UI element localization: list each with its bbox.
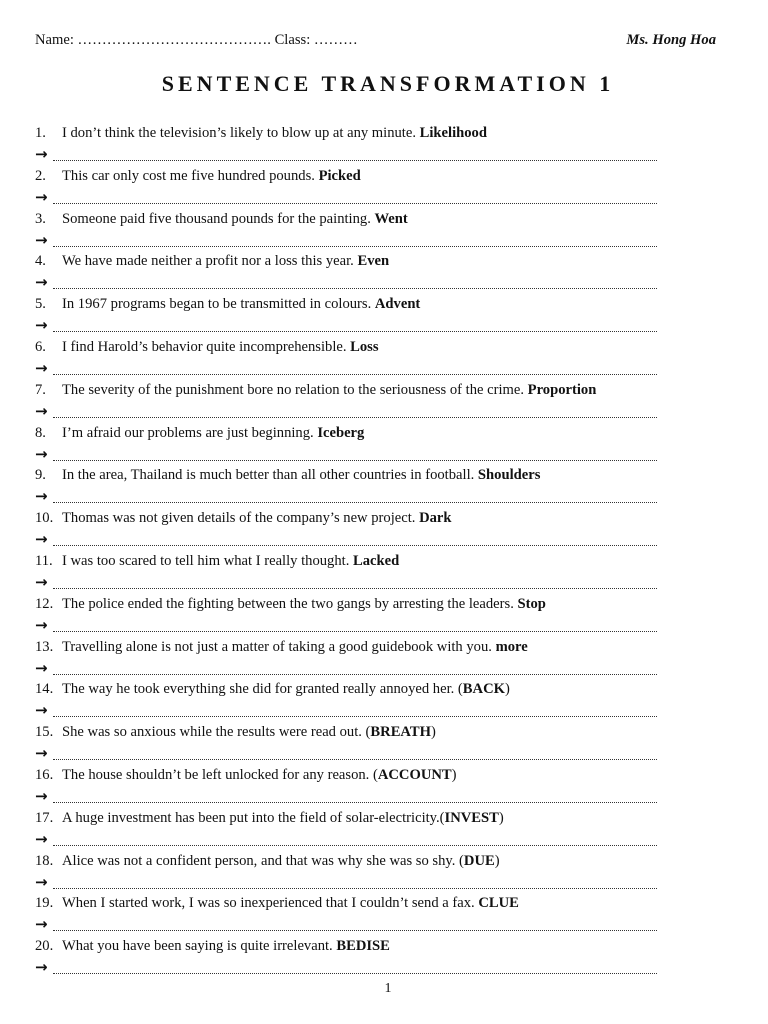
answer-row xyxy=(35,443,657,465)
question-text xyxy=(35,166,361,187)
keyword: Even xyxy=(357,253,390,270)
keyword: ACCOUNT xyxy=(377,766,452,783)
arrow-icon: → xyxy=(35,786,48,805)
question-sentence: This car only cost me five hundred pounds. xyxy=(62,167,319,184)
answer-line[interactable] xyxy=(53,203,657,204)
keyword: Shoulders xyxy=(477,467,541,484)
keyword: Proportion xyxy=(527,381,597,398)
answer-line[interactable] xyxy=(53,288,657,289)
question-sentence: Thomas was not given details of the company’s new project. xyxy=(62,510,420,527)
answer-line[interactable] xyxy=(53,930,657,931)
question-number: 7. xyxy=(35,381,46,398)
keyword: DUE xyxy=(463,852,495,869)
question-number: 16. xyxy=(35,766,54,783)
question-number: 19. xyxy=(35,895,54,912)
answer-row xyxy=(35,143,657,165)
question-sentence: In 1967 programs began to be transmitted in colours. xyxy=(62,296,375,313)
arrow-icon: → xyxy=(35,872,48,891)
exercise-item xyxy=(35,594,660,637)
question-text xyxy=(35,380,596,401)
answer-row xyxy=(35,271,657,293)
exercise-item xyxy=(35,765,660,808)
keyword: more xyxy=(495,638,528,655)
answer-row xyxy=(35,871,657,893)
answer-row xyxy=(35,956,657,978)
keyword: CLUE xyxy=(478,895,519,912)
exercise-item xyxy=(35,508,660,551)
question-number: 15. xyxy=(35,724,54,741)
arrow-icon: → xyxy=(35,530,48,549)
question-number: 18. xyxy=(35,852,54,869)
question-sentence: I’m afraid our problems are just beginning. xyxy=(62,424,318,441)
arrow-icon: → xyxy=(35,658,48,677)
exercise-item xyxy=(35,893,660,936)
question-number: 1. xyxy=(35,125,46,141)
answer-row xyxy=(35,913,657,935)
keyword: BREATH xyxy=(370,724,431,741)
keyword: Dark xyxy=(419,510,452,527)
exercise-item xyxy=(35,551,660,594)
question-sentence: The way he took everything she did for granted really annoyed her. ( xyxy=(62,681,463,698)
answer-row xyxy=(35,614,657,636)
keyword: Advent xyxy=(374,296,421,313)
exercise-item xyxy=(35,423,660,466)
question-sentence: When I started work, I was so inexperienced that I couldn’t send a fax. xyxy=(62,895,479,912)
question-text xyxy=(35,722,436,743)
question-number: 13. xyxy=(35,638,54,655)
teacher-name: Ms. Hong Hoa xyxy=(626,32,716,48)
answer-row xyxy=(35,186,657,208)
question-sentence: I find Harold’s behavior quite incomprehensible. xyxy=(62,338,351,355)
keyword: Stop xyxy=(517,595,546,612)
arrow-icon: → xyxy=(35,829,48,848)
arrow-icon: → xyxy=(35,958,48,977)
answer-row xyxy=(35,485,657,507)
question-number: 2. xyxy=(35,167,46,184)
question-sentence: Travelling alone is not just a matter of taking a good guidebook with you. xyxy=(62,638,496,655)
keyword: BEDISE xyxy=(336,938,390,955)
answer-line[interactable] xyxy=(53,417,657,418)
question-number: 11. xyxy=(35,552,53,569)
arrow-icon: → xyxy=(35,273,48,292)
exercise-item xyxy=(35,251,660,294)
keyword: Lacked xyxy=(353,552,400,569)
arrow-icon: → xyxy=(35,316,48,335)
answer-row xyxy=(35,657,657,679)
question-text xyxy=(35,465,540,486)
exercise-item xyxy=(35,851,660,894)
question-text xyxy=(35,337,379,358)
answer-line[interactable] xyxy=(53,631,657,632)
closing-paren: ) xyxy=(494,852,500,869)
answer-row xyxy=(35,400,657,422)
exercise-item xyxy=(35,380,660,423)
answer-row xyxy=(35,229,657,251)
keyword: Likelihood xyxy=(419,125,487,141)
answer-row xyxy=(35,742,657,764)
question-text xyxy=(35,423,364,444)
question-sentence: I don’t think the television’s likely to blow up at any minute. xyxy=(62,125,420,141)
question-number: 12. xyxy=(35,595,54,612)
arrow-icon: → xyxy=(35,572,48,591)
question-number: 8. xyxy=(35,424,46,441)
question-number: 3. xyxy=(35,210,46,227)
answer-line[interactable] xyxy=(53,716,657,717)
question-text xyxy=(35,594,546,615)
arrow-icon: → xyxy=(35,487,48,506)
question-text xyxy=(35,679,510,700)
answer-line[interactable] xyxy=(53,674,657,675)
question-text xyxy=(35,765,457,786)
keyword: BACK xyxy=(462,681,505,698)
answer-line[interactable] xyxy=(53,502,657,503)
question-text xyxy=(35,123,487,144)
question-text xyxy=(35,294,420,315)
answer-line[interactable] xyxy=(53,331,657,332)
exercise-item xyxy=(35,294,660,337)
answer-line[interactable] xyxy=(53,588,657,589)
keyword: Iceberg xyxy=(317,424,365,441)
question-text xyxy=(35,808,504,829)
answer-line[interactable] xyxy=(53,374,657,375)
answer-line[interactable] xyxy=(53,246,657,247)
question-sentence: A huge investment has been put into the field of solar-electricity.( xyxy=(62,809,445,826)
answer-row xyxy=(35,571,657,593)
answer-row xyxy=(35,785,657,807)
question-sentence: Someone paid five thousand pounds for the painting. xyxy=(62,210,375,227)
question-number: 10. xyxy=(35,510,54,527)
closing-paren: ) xyxy=(451,766,457,783)
answer-line[interactable] xyxy=(53,845,657,846)
exercise-item xyxy=(35,637,660,680)
closing-paren: ) xyxy=(430,724,436,741)
question-number: 9. xyxy=(35,467,46,484)
question-number: 14. xyxy=(35,681,54,698)
answer-row xyxy=(35,828,657,850)
header xyxy=(35,30,716,50)
keyword: INVEST xyxy=(444,809,499,826)
arrow-icon: → xyxy=(35,615,48,634)
answer-line[interactable] xyxy=(53,973,657,974)
question-sentence: The police ended the fighting between the two gangs by arresting the leaders. xyxy=(62,595,518,612)
answer-line[interactable] xyxy=(53,160,657,161)
keyword: Went xyxy=(374,210,408,227)
arrow-icon: → xyxy=(35,358,48,377)
question-sentence: Alice was not a confident person, and that was why she was so shy. ( xyxy=(62,852,464,869)
page-number: 1 xyxy=(384,981,392,996)
arrow-icon: → xyxy=(35,444,48,463)
question-number: 6. xyxy=(35,338,46,355)
question-text xyxy=(35,551,399,572)
exercise-item xyxy=(35,936,660,979)
answer-line[interactable] xyxy=(53,460,657,461)
keyword: Picked xyxy=(318,167,361,184)
exercise-item xyxy=(35,337,660,380)
arrow-icon: → xyxy=(35,915,48,934)
exercise-item xyxy=(35,679,660,722)
exercise-item xyxy=(35,209,660,252)
closing-paren: ) xyxy=(504,681,510,698)
exercise-item xyxy=(35,808,660,851)
answer-line[interactable] xyxy=(53,545,657,546)
answer-row xyxy=(35,699,657,721)
answer-row xyxy=(35,528,657,550)
arrow-icon: → xyxy=(35,187,48,206)
exercise-item xyxy=(35,722,660,765)
exercise-item xyxy=(35,465,660,508)
question-sentence: What you have been saying is quite irrelevant. xyxy=(62,938,337,955)
question-sentence: I was too scared to tell him what I really thought. xyxy=(62,552,353,569)
question-text xyxy=(35,936,390,957)
question-sentence: The house shouldn’t be left unlocked for any reason. ( xyxy=(62,766,378,783)
answer-line[interactable] xyxy=(53,759,657,760)
answer-row xyxy=(35,314,657,336)
answer-row xyxy=(35,357,657,379)
exercise-item xyxy=(35,166,660,209)
question-number: 20. xyxy=(35,938,54,955)
question-sentence: She was so anxious while the results were read out. ( xyxy=(62,724,371,741)
question-text xyxy=(35,209,408,230)
arrow-icon: → xyxy=(35,230,48,249)
name-class-field[interactable]: Name: …………………………………. Class: ……… xyxy=(35,32,358,48)
arrow-icon: → xyxy=(35,744,48,763)
question-number: 5. xyxy=(35,296,46,313)
question-text xyxy=(35,251,389,272)
question-text xyxy=(35,637,528,658)
question-number: 4. xyxy=(35,253,46,270)
page-title: SENTENCE TRANSFORMATION 1 xyxy=(161,71,615,96)
question-text xyxy=(35,508,452,529)
answer-line[interactable] xyxy=(53,802,657,803)
exercise-list xyxy=(35,123,660,979)
answer-line[interactable] xyxy=(53,888,657,889)
question-text xyxy=(35,893,519,914)
exercise-item xyxy=(35,123,660,166)
question-sentence: We have made neither a profit nor a loss this year. xyxy=(62,253,358,270)
keyword: Loss xyxy=(350,338,379,355)
arrow-icon: → xyxy=(35,701,48,720)
question-text xyxy=(35,851,500,872)
closing-paren: ) xyxy=(498,809,504,826)
question-number: 17. xyxy=(35,809,54,826)
arrow-icon: → xyxy=(35,145,48,163)
arrow-icon: → xyxy=(35,401,48,420)
question-sentence: The severity of the punishment bore no relation to the seriousness of the crime. xyxy=(62,381,528,398)
question-sentence: In the area, Thailand is much better than all other countries in football. xyxy=(62,467,478,484)
